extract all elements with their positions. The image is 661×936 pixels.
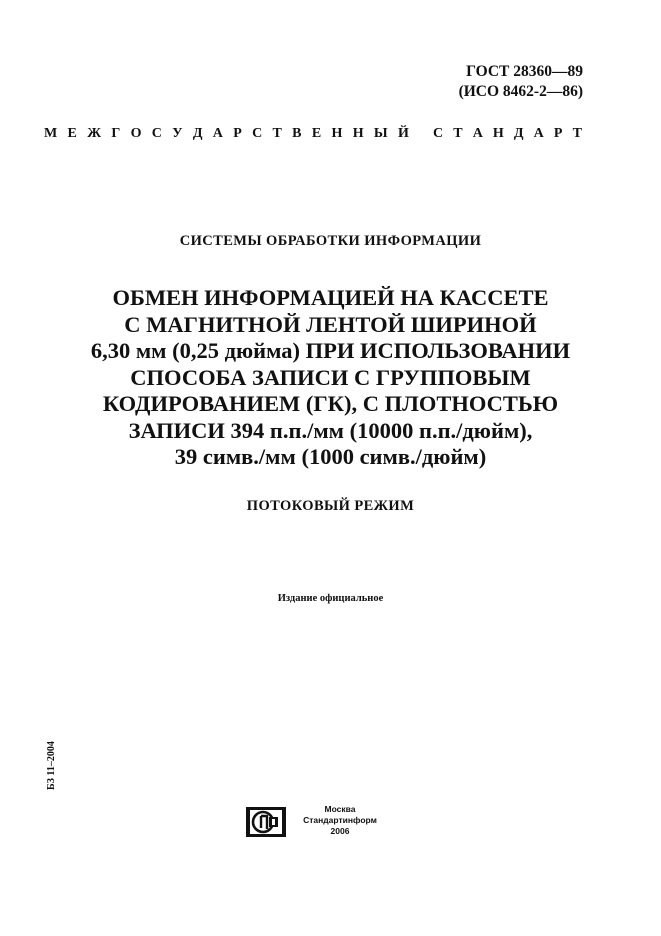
title-line: ЗАПИСИ 394 п.п./мм (10000 п.п./дюйм), [128,417,533,443]
title-line: 6,30 мм (0,25 дюйма) ПРИ ИСПОЛЬЗОВАНИИ [90,338,571,363]
banner-letter: Н [352,126,364,141]
publisher-name: Стандартинформ [303,815,377,825]
banner-letter: Т [453,126,463,141]
banner-letter: Е [67,126,77,141]
banner-letter: Т [572,126,582,141]
title-line: 39 симв./мм (1000 симв./дюйм) [174,444,487,469]
banner-letter: Т [272,126,282,141]
publisher-year: 2006 [330,826,350,836]
banner-letter: А [212,126,223,141]
title-line: СПОСОБА ЗАПИСИ С ГРУППОВЫМ [130,364,531,390]
standartinform-logo-icon [246,807,286,837]
banner-letter: У [172,126,183,141]
banner-word-standard [433,124,582,144]
standard-number: ГОСТ 28360—89 [466,63,583,80]
document-subtitle: ПОТОКОВЫЙ РЕЖИМ [246,498,415,514]
banner-letter: Д [192,126,203,141]
banner-letter: А [533,126,544,141]
title-line: ОБМЕН ИНФОРМАЦИЕЙ НА КАССЕТЕ [112,285,549,310]
title-line: С МАГНИТНОЙ ЛЕНТОЙ ШИРИНОЙ [124,311,537,337]
iso-number: (ИСО 8462-2—86) [458,83,583,100]
banner-letter: Д [513,126,524,141]
banner-letter: Н [492,126,504,141]
side-code: БЗ 11–2004 [46,741,57,790]
banner-letter: А [472,126,483,141]
banner-letter: Ы [373,126,388,141]
banner-letter: С [252,126,263,141]
banner-letter: Р [553,126,563,141]
standard-designation [459,62,583,102]
title-line: КОДИРОВАНИЕМ (ГК), С ПЛОТНОСТЬЮ [102,391,559,416]
interstate-standard-banner [44,124,582,144]
publisher-imprint [300,804,380,837]
banner-letter: Е [311,126,322,141]
banner-word-interstate [44,124,409,144]
series-title: СИСТЕМЫ ОБРАБОТКИ ИНФОРМАЦИИ [179,233,482,249]
publisher-city: Москва [324,804,356,814]
banner-letter: Н [331,126,343,141]
banner-letter: Р [233,126,242,141]
banner-letter: Й [397,126,409,141]
document-title [0,285,661,471]
edition-label: Издание официальное [277,593,384,604]
banner-letter: С [151,126,162,141]
banner-letter: О [130,126,142,141]
banner-letter: Г [111,126,121,141]
banner-letter: М [44,126,58,141]
banner-letter: Ж [87,126,102,141]
banner-letter: В [292,126,302,141]
banner-letter: С [433,126,444,141]
